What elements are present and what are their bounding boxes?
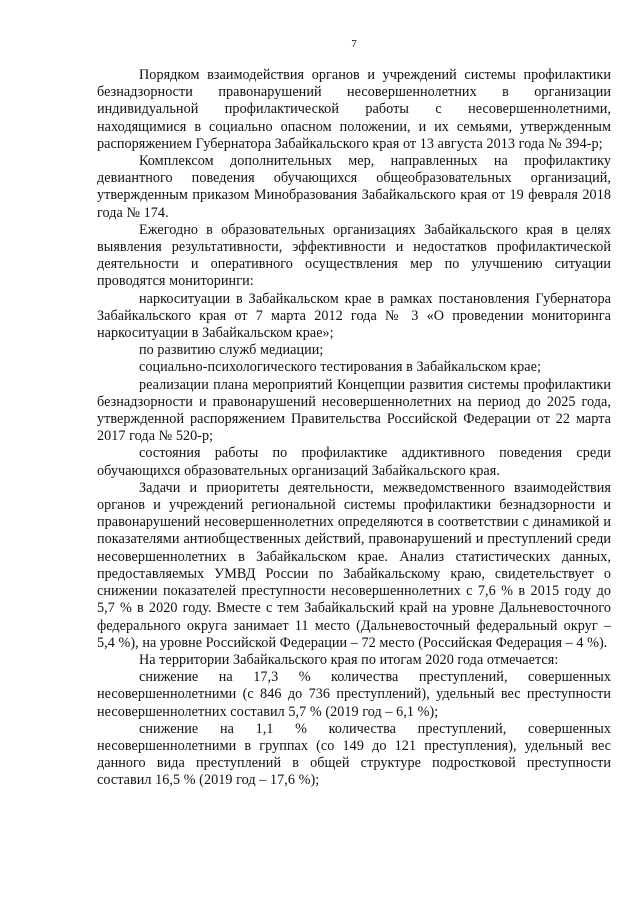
paragraph: по развитию служб медиации; — [139, 342, 324, 359]
paragraph: Комплексом дополнительных мер, направленных на профилактику девиантного поведения обучающихся общеобразовательных организаций, утвержденным приказом Минобразования Забайкальского края от 19 февраля 2018 года № 174. — [97, 153, 611, 221]
paragraph: Порядком взаимодействия органов и учреждений системы профилактики безнадзорности правонарушений несовершеннолетних в организации индивидуальной профилактической работы с несовершеннолетними, находящимися в социально опасном положении, и их семьями, утвержденным распоряжением Губернатора Забайкальского края от 13 августа 2013 года № 394-р; — [97, 67, 611, 152]
document-body — [97, 67, 611, 790]
paragraph: социально-психологического тестирования в Забайкальском крае; — [139, 359, 541, 376]
paragraph: Задачи и приоритеты деятельности, межведомственного взаимодействия органов и учреждений региональной системы профилактики безнадзорности и правонарушений несовершеннолетних определяются в соответствии с динамикой и показателями антиобщественных действий, правонарушений и преступлений среди несовершеннолетних в Забайкальском крае. Анализ статистических данных, предоставляемых УМВД России по Забайкальскому краю, свидетельствует о снижении показателей преступности несовершеннолетних с 7,6 % в 2015 году до 5,7 % в 2020 году. Вместе с тем Забайкальский край на уровне Дальневосточного федерального округа занимает 11 место (Дальневосточный федеральный округ – 5,4 %), на уровне Российской Федерации – 72 место (Российская Федерация – 4 %). — [97, 479, 611, 651]
paragraph: На территории Забайкальского края по итогам 2020 года отмечается: — [139, 651, 559, 668]
paragraph: состояния работы по профилактике аддиктивного поведения среди обучающихся образовательных организаций Забайкальского края. — [97, 445, 611, 479]
paragraph: снижение на 17,3 % количества преступлений, совершенных несовершеннолетними (с 846 до 736 преступлений), удельный вес преступности несовершеннолетних составил 5,7 % (2019 год – 6,1 %); — [97, 669, 611, 720]
paragraph: наркоситуации в Забайкальском крае в рамках постановления Губернатора Забайкальского края от 7 марта 2012 года № 3 «О проведении мониторинга наркоситуации в Забайкальском крае»; — [97, 290, 611, 342]
paragraph: снижение на 1,1 % количества преступлений, совершенных несовершеннолетними в группах (со 149 до 121 преступления), удельный вес данного вида преступлений в общей структуре подростковой преступности составил 16,5 % (2019 год – 17,6 %); — [97, 720, 611, 789]
paragraph: Ежегодно в образовательных организациях Забайкальского края в целях выявления результативности, эффективности и недостатков профилактической деятельности и оперативного осуществления мер по улучшению ситуации проводятся мониторинги: — [97, 221, 611, 290]
paragraph: реализации плана мероприятий Концепции развития системы профилактики безнадзорности и правонарушений несовершеннолетних на период до 2025 года, утвержденной распоряжением Правительства Российской Федерации от 22 марта 2017 года № 520-р; — [97, 376, 611, 445]
page-number: 7 — [351, 38, 357, 50]
